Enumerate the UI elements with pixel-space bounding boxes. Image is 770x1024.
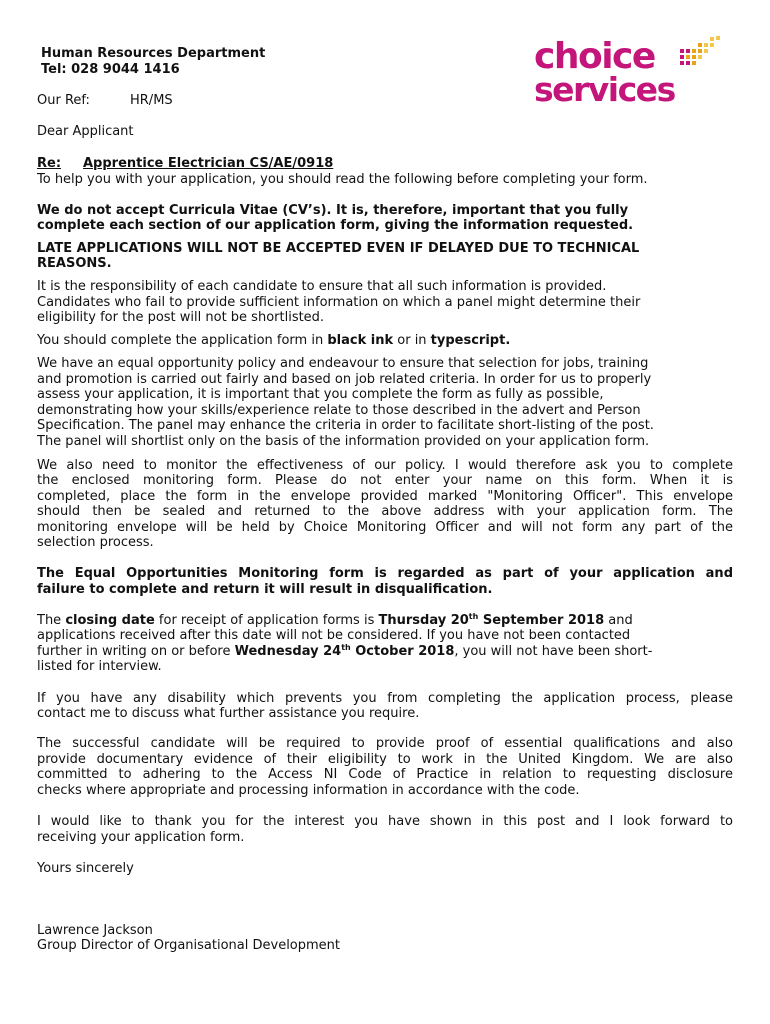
monitor-line-1: We also need to monitor the effectiveness of our policy. I would therefore ask you to complete <box>37 458 733 473</box>
intro-text: To help you with your application, you should read the following before completing your form. <box>37 172 648 187</box>
closing-date-line-3: further in writing on or before Wednesday 24th October 2018, you will not have been short- <box>37 643 653 659</box>
signatory-name: Lawrence Jackson <box>37 923 153 938</box>
monitor-line-6: selection process. <box>37 535 154 550</box>
monitor-line-4: should then be sealed and returned to the above address with your application form. The <box>37 504 733 519</box>
eo-warning-line-2: failure to complete and return it will result in disqualification. <box>37 582 493 597</box>
logo-word-services: services <box>534 70 675 107</box>
salutation: Dear Applicant <box>37 124 134 139</box>
equal-policy-line-6: The panel will shortlist only on the basis of the information provided on your application form. <box>37 434 650 449</box>
re-label: Re: <box>37 156 62 171</box>
department-name: Human Resources Department <box>41 46 266 61</box>
our-ref-label: Our Ref: <box>37 93 90 108</box>
closing-date-line-1: The closing date for receipt of application forms is Thursday 20th September 2018 and <box>37 612 633 628</box>
equal-policy-line-4: demonstrating how your skills/experience relate to those described in the advert and Person <box>37 403 641 418</box>
signoff: Yours sincerely <box>37 861 134 876</box>
responsibility-line-1: It is the responsibility of each candidate to ensure that all such information is provided. <box>37 279 607 294</box>
closing-date-line-2: applications received after this date will not be considered. If you have not been contacted <box>37 628 631 643</box>
equal-policy-line-2: and promotion is carried out fairly and based on job related criteria. In order for us to properly <box>37 372 652 387</box>
thanks-line-2: receiving your application form. <box>37 830 245 845</box>
monitor-line-2: the enclosed monitoring form. Please do not enter your name on this form. When it is <box>37 473 733 488</box>
successful-line-1: The successful candidate will be required to provide proof of essential qualifications and also <box>37 736 733 751</box>
monitor-line-5: monitoring envelope will be held by Choice Monitoring Officer and will not form any part of the <box>37 520 733 535</box>
late-notice-line-1: LATE APPLICATIONS WILL NOT BE ACCEPTED EVEN IF DELAYED DUE TO TECHNICAL <box>37 241 640 256</box>
telephone: Tel: 028 9044 1416 <box>41 62 180 77</box>
re-subject: Apprentice Electrician CS/AE/0918 <box>83 156 334 171</box>
our-ref-value: HR/MS <box>130 93 173 108</box>
cv-notice-line-1: We do not accept Curricula Vitae (CV’s). It is, therefore, important that you fully <box>37 203 629 218</box>
logo-graphic <box>532 32 722 107</box>
equal-policy-line-3: assess your application, it is important that you complete the form as fully as possible, <box>37 387 604 402</box>
closing-date-line-4: listed for interview. <box>37 659 162 674</box>
cv-notice-line-2: complete each section of our application form, giving the information requested. <box>37 218 634 233</box>
responsibility-line-2: Candidates who fail to provide sufficient information on which a panel might determine their <box>37 295 641 310</box>
thanks-line-1: I would like to thank you for the interest you have shown in this post and I look forward to <box>37 814 733 829</box>
late-notice-line-2: REASONS. <box>37 256 112 271</box>
successful-line-4: checks where appropriate and processing information in accordance with the code. <box>37 783 580 798</box>
ink-instruction: You should complete the application form in black ink or in typescript. <box>37 333 511 348</box>
equal-policy-line-1: We have an equal opportunity policy and endeavour to ensure that selection for jobs, training <box>37 356 649 371</box>
logo-dot-grid <box>680 36 720 65</box>
successful-line-2: provide documentary evidence of their eligibility to work in the United Kingdom. We are also <box>37 752 733 767</box>
signatory-title: Group Director of Organisational Development <box>37 938 341 953</box>
responsibility-line-3: eligibility for the post will not be shortlisted. <box>37 310 325 325</box>
logo-word-choice: choice <box>534 36 655 77</box>
successful-line-3: committed to adhering to the Access NI Code of Practice in relation to requesting disclosure <box>37 767 733 782</box>
monitor-line-3: completed, place the form in the envelope provided marked "Monitoring Officer". This envelope <box>37 489 733 504</box>
choice-services-logo <box>532 32 722 107</box>
disability-line-1: If you have any disability which prevents you from completing the application process, please <box>37 691 733 706</box>
equal-policy-line-5: Specification. The panel may enhance the criteria in order to facilitate short-listing of the post. <box>37 418 654 433</box>
disability-line-2: contact me to discuss what further assistance you require. <box>37 706 420 721</box>
eo-warning-line-1: The Equal Opportunities Monitoring form is regarded as part of your application and <box>37 566 733 581</box>
